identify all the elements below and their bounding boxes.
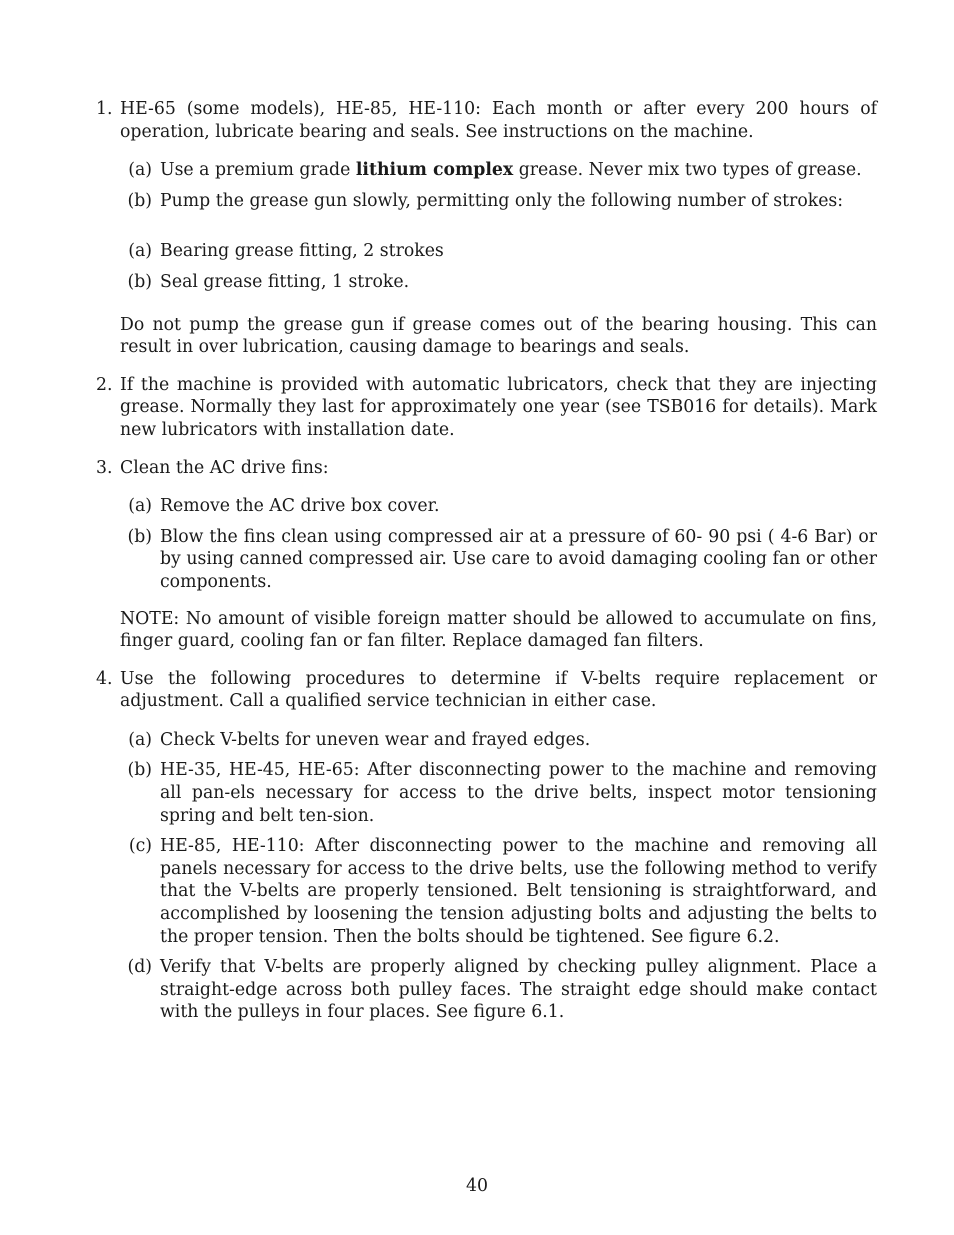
list-item-1 [96,98,877,359]
sub-label: (b) [127,271,152,292]
sub-text: Bearing grease fitting, 2 strokes [160,241,444,262]
sub-text: Check V-belts for uneven wear and frayed edges. [160,729,591,750]
sub-label: (a) [128,160,152,181]
sub-item-4b [120,759,877,827]
item-note: NOTE: No amount of visible foreign matter should be allowed to accumulate on fins, finger guard, cooling fan or fan filter. Replace damaged fan filters. [120,608,877,652]
list-item-2 [96,374,877,442]
sub-text: Blow the fins clean using compressed air at a pressure of 60- 90 psi ( 4-6 Bar) or by using canned compressed air. Use care to avoid damaging cooling fan or other components. [160,526,877,592]
sub-label: (b) [127,190,152,211]
sub-label: (a) [128,729,152,750]
sub-text: HE-35, HE-45, HE-65: After disconnecting power to the machine and removing all pan-els necessary for access to the drive belts, inspect motor tensioning spring and belt ten-sion. [160,760,877,826]
item-note: Do not pump the grease gun if grease comes out of the bearing housing. This can result in over lubrication, causing damage to bearings and seals. [120,314,877,358]
item-text: Use the following procedures to determine if V-belts require replacement or adjustment. Call a qualified service technician in either case. [120,668,877,712]
item-text: If the machine is provided with automatic lubricators, check that they are injecting grease. Normally they last for approximately one year (see TSB016 for details). Mark new lubricators with installation date. [120,374,877,440]
item-text: HE-65 (some models), HE-85, HE-110: Each month or after every 200 hours of operation, lubricate bearing and seals. See instructions on the machine. [120,99,877,142]
item-number: 2. [96,374,113,395]
sub-label: (a) [128,241,152,262]
sub-text: Use a premium grade lithium complex grease. Never mix two types of grease. [160,160,862,181]
sub-label: (a) [128,496,152,517]
maintenance-list [96,98,877,1039]
sub-text: Seal grease fitting, 1 stroke. [160,271,410,292]
page-number: 40 [466,1176,488,1196]
sub-label: (d) [127,957,152,978]
sub-label: (b) [127,526,152,547]
sub-item-3b [120,526,877,594]
sub-item-1b [120,190,877,213]
item-number: 3. [96,457,113,478]
sub-text: HE-85, HE-110: After disconnecting power to the machine and removing all panels necessary for access to the drive belts, use the following method to verify that the V-belts are properly tensioned. Belt tensioning is straightforward, and accomplished by loosening the tension adjusting bolts and adjusting the belts to the proper tension. Then the bolts should be tightened. See figure 6.2. [160,836,877,947]
sub-item-3a [120,495,877,518]
sub-item-4c [120,835,877,948]
sub-item-strokes-a [120,240,877,263]
sub-text: Verify that V-belts are properly aligned by checking pulley alignment. Place a straight-edge across both pulley faces. The straight edge should make contact with the pulleys in four places. See figure 6.1. [160,957,877,1023]
item-number: 1. [96,99,113,119]
item-text: Clean the AC drive fins: [120,457,329,478]
sub-text: Remove the AC drive box cover. [160,496,440,517]
sub-text: Pump the grease gun slowly, permitting only the following number of strokes: [160,190,844,211]
sub-label: (c) [128,836,152,857]
sub-label: (b) [127,760,152,781]
list-item-3 [96,457,877,653]
emphasis-lithium-complex: lithium complex [355,160,514,181]
list-item-4 [96,668,877,1024]
sub-item-1a [120,159,877,182]
sub-item-4d [120,956,877,1024]
item-number: 4. [96,668,113,689]
sub-item-4a [120,729,877,752]
sub-item-strokes-b [120,271,877,294]
